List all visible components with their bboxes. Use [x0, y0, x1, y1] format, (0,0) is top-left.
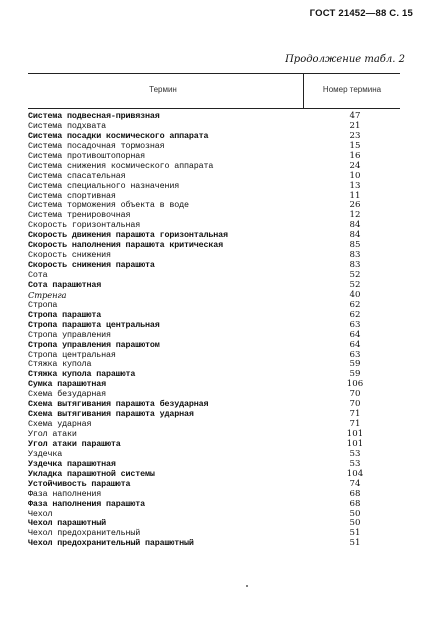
- table-continuation-caption: Продолжение табл. 2: [285, 54, 405, 65]
- term-number-cell: 40: [349, 289, 361, 300]
- term-number-cell: 50: [349, 518, 361, 529]
- term-cell: Система снижения космического аппарата: [28, 160, 214, 171]
- term-number-cell: 83: [349, 260, 361, 271]
- term-number-cell: 52: [349, 279, 361, 290]
- term-cell: Система спасательная: [28, 170, 126, 181]
- term-number-cell: 11: [349, 190, 361, 201]
- term-cell: Скорость наполнения парашюта критическая: [28, 240, 224, 251]
- term-number-cell: 70: [349, 389, 361, 400]
- term-number-cell: 84: [349, 220, 361, 231]
- term-cell: Стяжка купола парашюта: [28, 369, 136, 380]
- term-cell: Стропа управления: [28, 329, 111, 340]
- term-number-cell: 64: [349, 329, 361, 340]
- term-cell: Стропа центральная: [28, 349, 116, 360]
- term-number-cell: 23: [349, 130, 361, 141]
- term-number-cell: 59: [349, 369, 361, 380]
- table-row: [28, 281, 400, 291]
- page-header: ГОСТ 21452—88 С. 15: [309, 8, 413, 19]
- term-cell: Система посадки космического аппарата: [28, 130, 209, 141]
- term-cell: Схема безударная: [28, 389, 107, 400]
- term-cell: Фаза наполнения парашюта: [28, 498, 146, 509]
- term-number-cell: 13: [349, 180, 361, 191]
- term-number-cell: 63: [349, 349, 361, 360]
- term-cell: Угол атаки: [28, 429, 77, 439]
- term-cell: Система специального назначения: [28, 180, 180, 191]
- table-header: [28, 73, 400, 109]
- term-cell: Стяжка купола: [28, 359, 92, 370]
- term-number-cell: 64: [349, 339, 361, 350]
- terms-table: [28, 73, 400, 549]
- term-cell: Сота: [28, 270, 48, 280]
- term-cell: Система подвесная-привязная: [28, 111, 160, 121]
- term-number-cell: 68: [349, 488, 361, 499]
- term-cell: Чехол парашютный: [28, 518, 107, 529]
- term-cell: Система спортивная: [28, 190, 116, 201]
- table-row: [28, 500, 400, 510]
- term-cell: Стропа парашюта центральная: [28, 319, 160, 330]
- table-row: [28, 182, 400, 192]
- term-cell: Стропа парашюта: [28, 309, 102, 320]
- term-cell: Система тренировочная: [28, 210, 131, 221]
- term-cell: Скорость снижения: [28, 250, 111, 261]
- term-cell: Система посадочная тормозная: [28, 140, 165, 151]
- column-header-number: Номер термина: [322, 85, 382, 94]
- term-number-cell: 85: [349, 240, 361, 251]
- term-cell: Чехол предохранительный: [28, 528, 141, 539]
- table-row: [28, 261, 400, 271]
- term-number-cell: 106: [346, 379, 364, 390]
- term-cell: Скорость горизонтальная: [28, 220, 141, 231]
- term-number-cell: 101: [346, 438, 364, 449]
- term-number-cell: 71: [349, 419, 361, 430]
- table-row: [28, 420, 400, 430]
- term-cell: Чехол предохранительный парашютный: [28, 538, 194, 549]
- term-cell: Фаза наполнения: [28, 488, 102, 499]
- term-number-cell: 53: [349, 448, 361, 459]
- column-header-term: Термин: [149, 85, 177, 94]
- table-row: [28, 291, 400, 301]
- table-row: [28, 341, 400, 351]
- term-cell: Система торможения объекта в воде: [28, 200, 189, 211]
- page-mark: [246, 585, 248, 587]
- term-cell: Схема вытягивания парашюта безударная: [28, 399, 209, 410]
- term-number-cell: 53: [349, 458, 361, 469]
- term-number-cell: 15: [349, 140, 361, 151]
- term-cell: Скорость снижения парашюта: [28, 260, 155, 271]
- term-cell: Угол атаки парашюта: [28, 438, 121, 449]
- term-number-cell: 62: [349, 309, 361, 320]
- term-number-cell: 21: [349, 120, 361, 131]
- term-cell: Укладка парашютной системы: [28, 468, 155, 479]
- term-number-cell: 71: [349, 409, 361, 420]
- term-number-cell: 26: [349, 200, 361, 211]
- term-number-cell: 83: [349, 250, 361, 261]
- term-number-cell: 50: [349, 508, 361, 519]
- term-number-cell: 10: [349, 170, 361, 181]
- term-cell: Уздечка: [28, 448, 63, 459]
- term-number-cell: 47: [349, 111, 361, 121]
- table-body: [28, 112, 400, 549]
- term-number-cell: 84: [349, 230, 361, 241]
- term-number-cell: 74: [349, 478, 361, 489]
- term-number-cell: 104: [346, 468, 364, 479]
- term-number-cell: 12: [349, 210, 361, 221]
- term-number-cell: 24: [349, 160, 361, 171]
- term-number-cell: 63: [349, 319, 361, 330]
- table-row: [28, 440, 400, 450]
- term-cell: Скорость движения парашюта горизонтальная: [28, 230, 228, 241]
- term-cell: Сота парашютная: [28, 279, 102, 290]
- term-number-cell: 68: [349, 498, 361, 509]
- term-number-cell: 70: [349, 399, 361, 410]
- term-cell: Схема вытягивания парашюта ударная: [28, 409, 194, 420]
- term-cell: Чехол: [28, 508, 53, 519]
- term-cell: Устойчивость парашюта: [28, 478, 131, 489]
- term-cell: Сумка парашютная: [28, 379, 107, 390]
- term-cell: Стропа управления парашютом: [28, 339, 160, 350]
- term-cell: Система подхвата: [28, 120, 107, 131]
- term-number-cell: 101: [346, 429, 364, 439]
- term-number-cell: 51: [349, 528, 361, 539]
- term-cell: Уздечка парашютная: [28, 458, 116, 469]
- term-cell: Стренга: [28, 289, 67, 300]
- term-number-cell: 16: [349, 150, 361, 161]
- term-cell: Система противоштопорная: [28, 150, 146, 161]
- table-row: [28, 539, 400, 549]
- term-cell: Схема ударная: [28, 419, 92, 430]
- term-number-cell: 52: [349, 270, 361, 280]
- term-cell: Стропа: [28, 299, 58, 310]
- term-number-cell: 62: [349, 299, 361, 310]
- term-number-cell: 59: [349, 359, 361, 370]
- term-number-cell: 51: [349, 538, 361, 549]
